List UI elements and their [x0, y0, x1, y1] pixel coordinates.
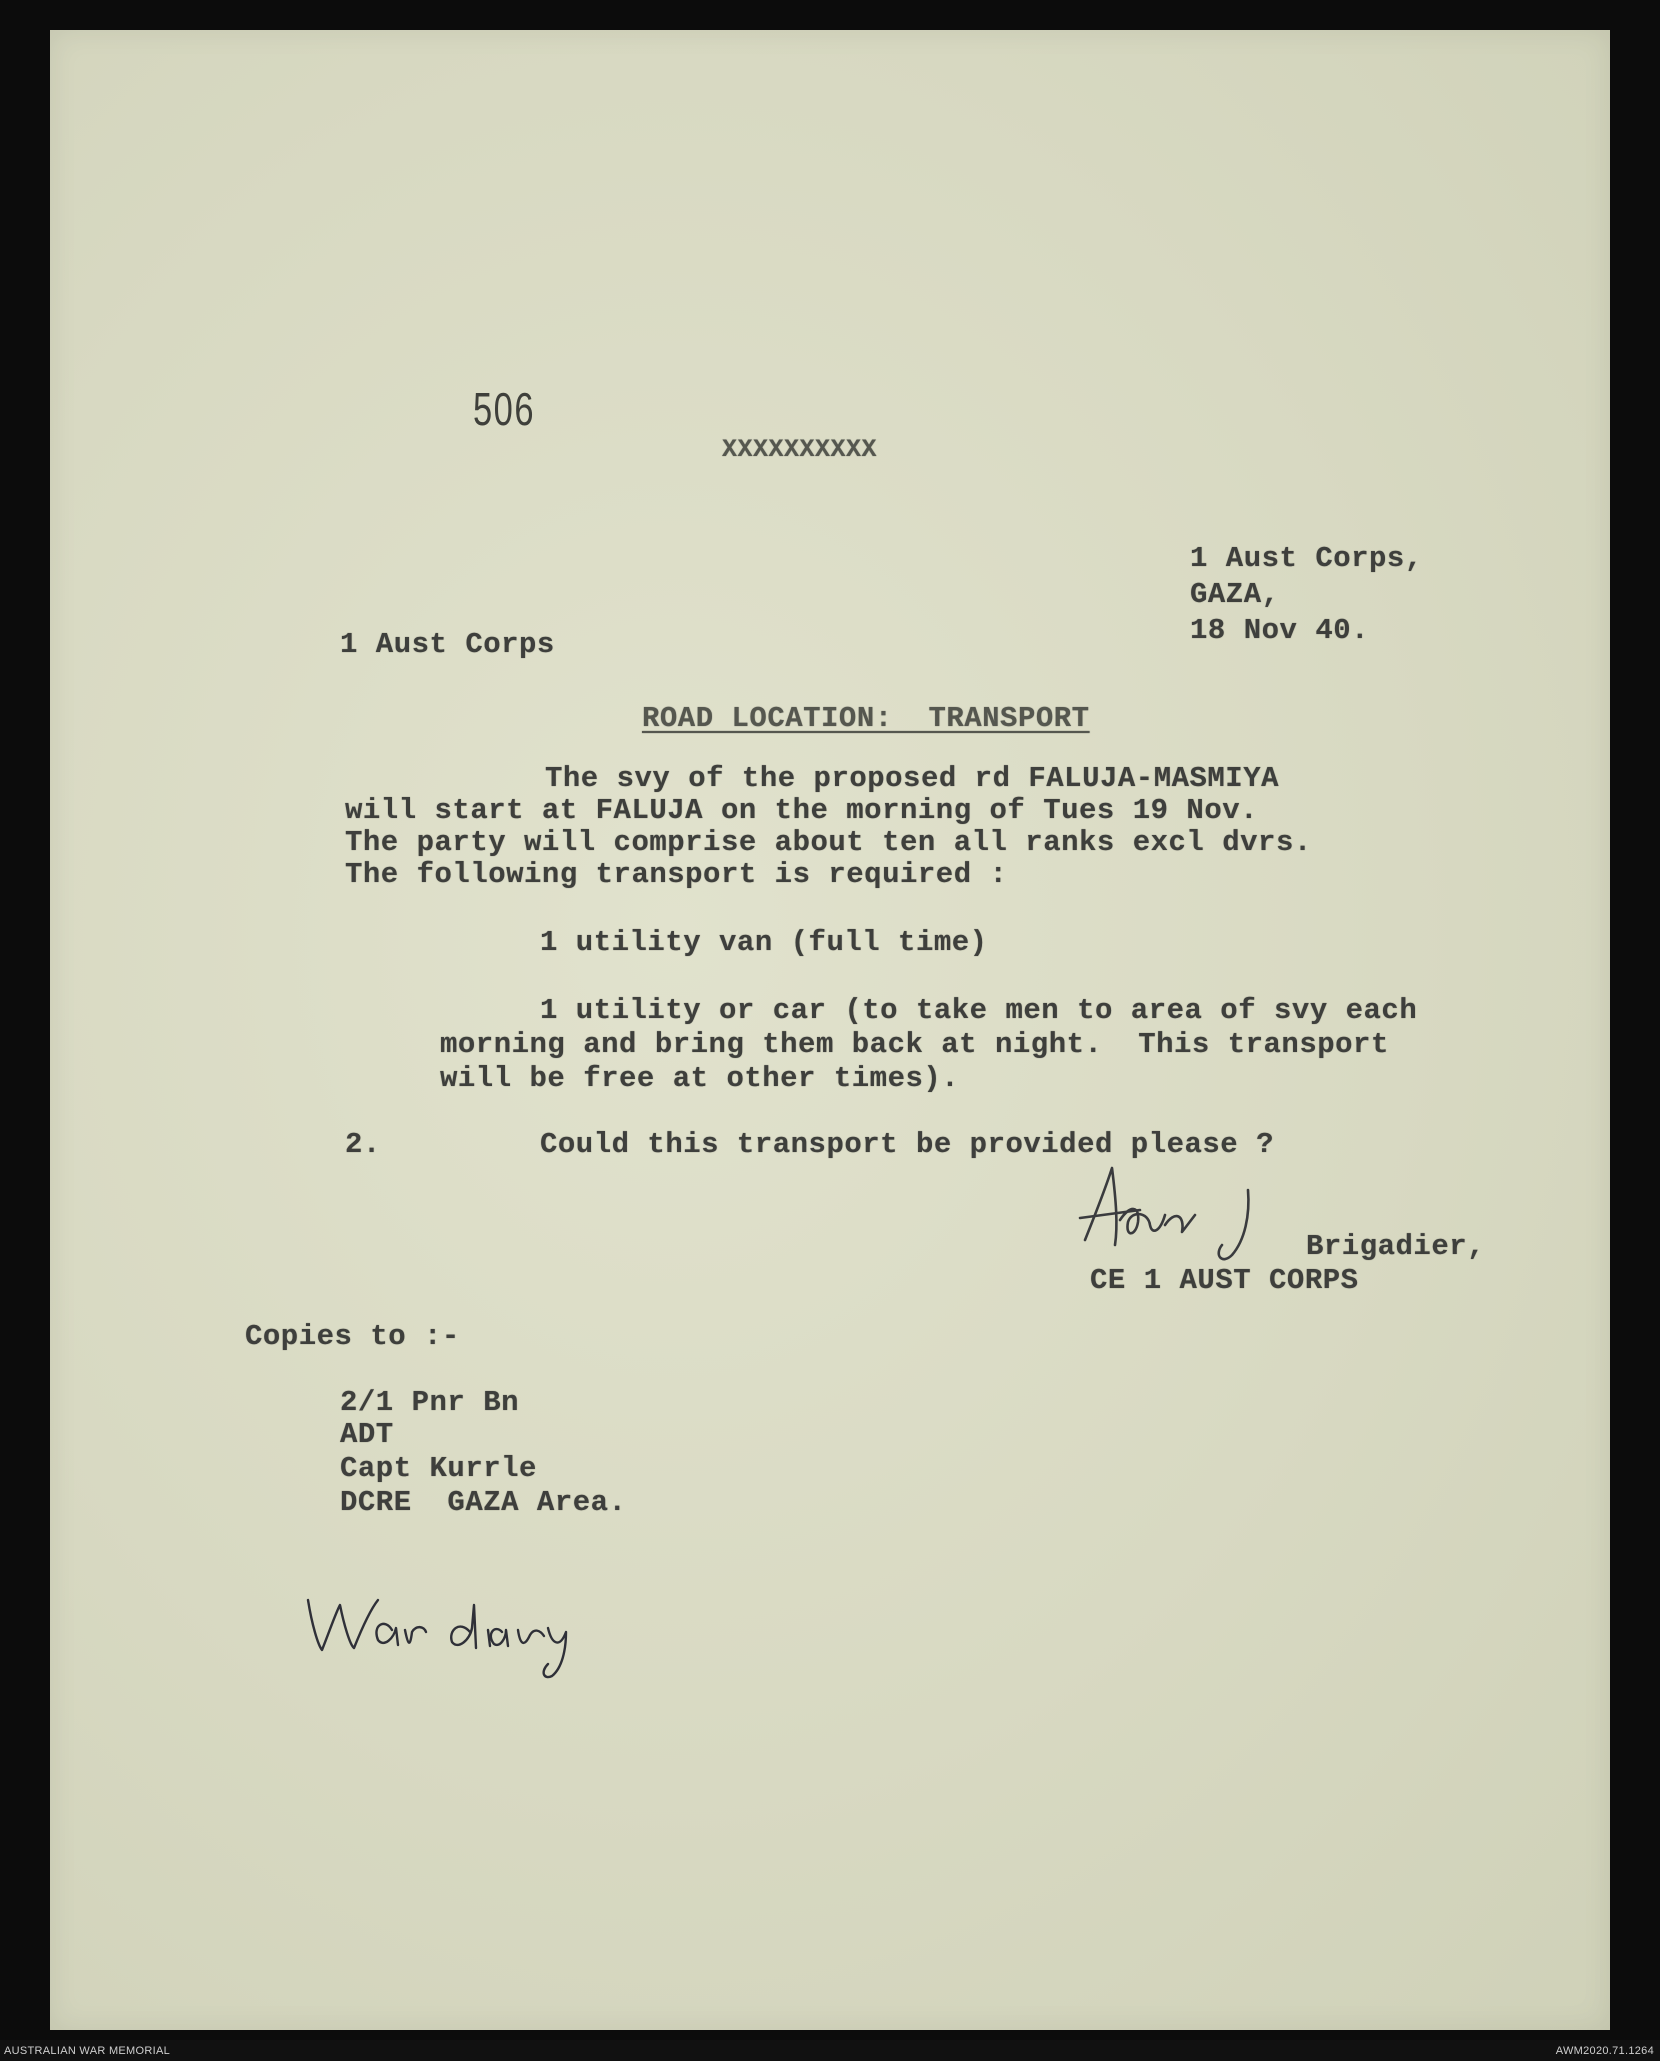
classification-mark: XXXXXXXXXX [722, 435, 878, 464]
from-address-line-3: 18 Nov 40. [1190, 614, 1370, 647]
transport-item-2-line-2: morning and bring them back at night. This transport [440, 1028, 1389, 1061]
transport-item-2-line-3: will be free at other times). [440, 1062, 960, 1095]
copies-item-1: 2/1 Pnr Bn [340, 1386, 520, 1419]
para1-line-3: The party will comprise about ten all ranks excl dvrs. [345, 826, 1312, 859]
signature-title: CE 1 AUST CORPS [1090, 1264, 1359, 1297]
para1-line-1: The svy of the proposed rd FALUJA-MASMIYA [545, 762, 1280, 795]
para1-line-4: The following transport is required : [345, 858, 1008, 891]
copies-heading: Copies to :- [245, 1320, 460, 1353]
para2-number: 2. [345, 1128, 381, 1161]
from-address-line-2: GAZA, [1190, 578, 1280, 611]
addressee: 1 Aust Corps [340, 628, 555, 661]
from-address-line-1: 1 Aust Corps, [1190, 542, 1423, 575]
para2-text: Could this transport be provided please ? [540, 1128, 1275, 1161]
signature-rank: Brigadier, [1306, 1230, 1486, 1263]
footer-accession-number: AWM2020.71.1264 [1555, 2045, 1654, 2057]
transport-item-1: 1 utility van (full time) [540, 926, 988, 959]
transport-item-2-line-1: 1 utility or car (to take men to area of svy each [540, 994, 1418, 1027]
copies-item-3: Capt Kurrle [340, 1452, 537, 1485]
copies-item-2: ADT [340, 1418, 394, 1451]
subject-heading: ROAD LOCATION: TRANSPORT [642, 702, 1090, 735]
copies-item-4: DCRE GAZA Area. [340, 1486, 627, 1519]
para1-line-2: will start at FALUJA on the morning of Tues 19 Nov. [345, 794, 1259, 827]
folio-number: 506 [473, 383, 536, 435]
footer-institution: AUSTRALIAN WAR MEMORIAL [4, 2045, 171, 2057]
